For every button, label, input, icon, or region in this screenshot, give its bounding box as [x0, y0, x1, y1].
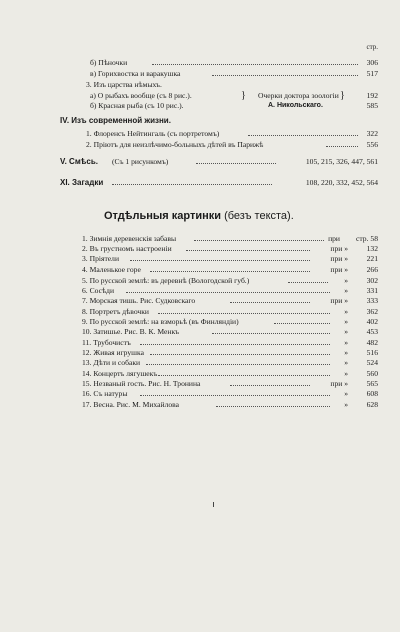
toc-entry-page: 517	[366, 69, 378, 78]
picture-pri: »	[344, 327, 348, 336]
toc-entry-label: 2. Пріютъ для неизлѣчимо-больныхъ дѣтей въ Парижѣ	[86, 140, 264, 149]
picture-label: 5. По русской землѣ: въ деревнѣ (Вологодской губ.)	[82, 276, 250, 285]
toc-subsection-label: 3. Изъ царства нѣмыхъ.	[86, 80, 162, 89]
picture-pri: »	[344, 369, 348, 378]
picture-pri: при »	[330, 265, 348, 274]
picture-page: 221	[366, 254, 378, 263]
picture-page: 266	[366, 265, 378, 274]
picture-page: 362	[366, 307, 378, 316]
picture-pri: при »	[330, 379, 348, 388]
picture-label: 11. Трубочистъ	[82, 338, 131, 347]
picture-pri: »	[344, 276, 348, 285]
brace-mark: }	[340, 90, 345, 101]
toc-entry-page: 585	[366, 101, 378, 110]
picture-page: 132	[366, 244, 378, 253]
picture-label: 14. Концертъ лягушекъ	[82, 369, 158, 378]
picture-page: стр. 58	[356, 234, 378, 243]
picture-label: 17. Весна. Рис. М. Михайлова	[82, 400, 180, 409]
section-pages: 105, 215, 326, 447, 561	[305, 157, 378, 166]
leader-dots	[186, 249, 310, 251]
picture-page: 628	[366, 400, 378, 409]
leader-dots	[230, 384, 310, 386]
toc-entry-label: в) Горихвостка и варакушка	[90, 69, 181, 78]
picture-label: 8. Портретъ дѣвочки	[82, 307, 149, 316]
leader-dots	[112, 183, 272, 185]
leader-dots	[150, 270, 310, 272]
aside-title: Очерки доктора зоологіи	[258, 91, 339, 100]
picture-pri: при »	[330, 254, 348, 263]
toc-entry-label: б) Красная рыба (съ 10 рис.).	[90, 101, 184, 110]
picture-label: 13. Дѣти и собаки	[82, 358, 141, 367]
picture-page: 453	[366, 327, 378, 336]
leader-dots	[158, 312, 330, 314]
picture-label: 1. Зимнія деревенскія забавы	[82, 234, 177, 243]
picture-label: 10. Затишье. Рис. В. К. Менкъ	[82, 327, 180, 336]
leader-dots	[126, 291, 330, 293]
leader-dots	[146, 363, 330, 365]
picture-label: 3. Пріятели	[82, 254, 120, 263]
picture-label: 15. Незваный гость. Рис. Н. Тронина	[82, 379, 201, 388]
picture-label: 9. По русской землѣ: на взморьѣ (въ Финляндіи)	[82, 317, 239, 326]
leader-dots	[140, 394, 330, 396]
picture-page: 333	[366, 296, 378, 305]
picture-page: 402	[366, 317, 378, 326]
leader-dots	[158, 374, 330, 376]
page-column-label: стр.	[366, 43, 378, 51]
picture-pri: »	[344, 338, 348, 347]
pictures-subtitle: (безъ текста).	[224, 210, 294, 222]
pictures-title: Отдѣльныя картинки	[104, 210, 222, 222]
print-mark	[213, 502, 214, 507]
picture-label: 7. Морская тишь. Рис. Судковскаго	[82, 296, 196, 305]
aside-author: А. Никольскаго.	[268, 102, 323, 109]
picture-page: 565	[366, 379, 378, 388]
toc-entry-page: 556	[366, 140, 378, 149]
leader-dots	[130, 259, 310, 261]
picture-page: 331	[366, 286, 378, 295]
section-title: XI. Загадки	[60, 178, 104, 187]
brace-mark: }	[241, 90, 246, 101]
toc-entry-label: 1. Флоренсъ Нейтингаль (съ портретомъ)	[86, 129, 220, 138]
toc-entry-label: б) Пѣночки	[90, 58, 128, 67]
section-title: IV. Изъ современной жизни.	[60, 116, 171, 125]
picture-pri: »	[344, 358, 348, 367]
picture-page: 482	[366, 338, 378, 347]
picture-pri: при »	[330, 244, 348, 253]
leader-dots	[248, 134, 358, 136]
picture-label: 16. Съ натуры	[82, 389, 128, 398]
picture-page: 524	[366, 358, 378, 367]
picture-pri: »	[344, 400, 348, 409]
picture-page: 302	[366, 276, 378, 285]
toc-entry-label: а) О рыбахъ вообще (съ 8 рис.).	[90, 91, 192, 100]
leader-dots	[230, 301, 310, 303]
leader-dots	[140, 343, 330, 345]
picture-pri: »	[344, 389, 348, 398]
picture-page: 516	[366, 348, 378, 357]
toc-entry-page: 192	[366, 91, 378, 100]
picture-label: 6. Сосѣди	[82, 286, 115, 295]
section-title: V. Смѣсь.	[60, 157, 98, 166]
leader-dots	[212, 74, 358, 76]
picture-label: 4. Маленькое горе	[82, 265, 141, 274]
picture-pri: »	[344, 307, 348, 316]
toc-entry-page: 306	[366, 58, 378, 67]
picture-label: 2. Въ грустномъ настроеніи	[82, 244, 172, 253]
leader-dots	[152, 63, 358, 65]
pictures-heading	[104, 210, 294, 222]
picture-pri: »	[344, 317, 348, 326]
picture-pri: »	[344, 348, 348, 357]
picture-pri: при »	[330, 296, 348, 305]
section-pages: 108, 220, 332, 452, 564	[305, 178, 378, 187]
picture-pri: при	[328, 234, 340, 243]
section-subtitle: (Съ 1 рисункомъ)	[112, 157, 169, 166]
picture-page: 560	[366, 369, 378, 378]
picture-label: 12. Живая игрушка	[82, 348, 144, 357]
toc-entry-page: 322	[366, 129, 378, 138]
leader-dots	[150, 353, 330, 355]
picture-pri: »	[344, 286, 348, 295]
picture-page: 608	[366, 389, 378, 398]
leader-dots	[194, 239, 324, 241]
